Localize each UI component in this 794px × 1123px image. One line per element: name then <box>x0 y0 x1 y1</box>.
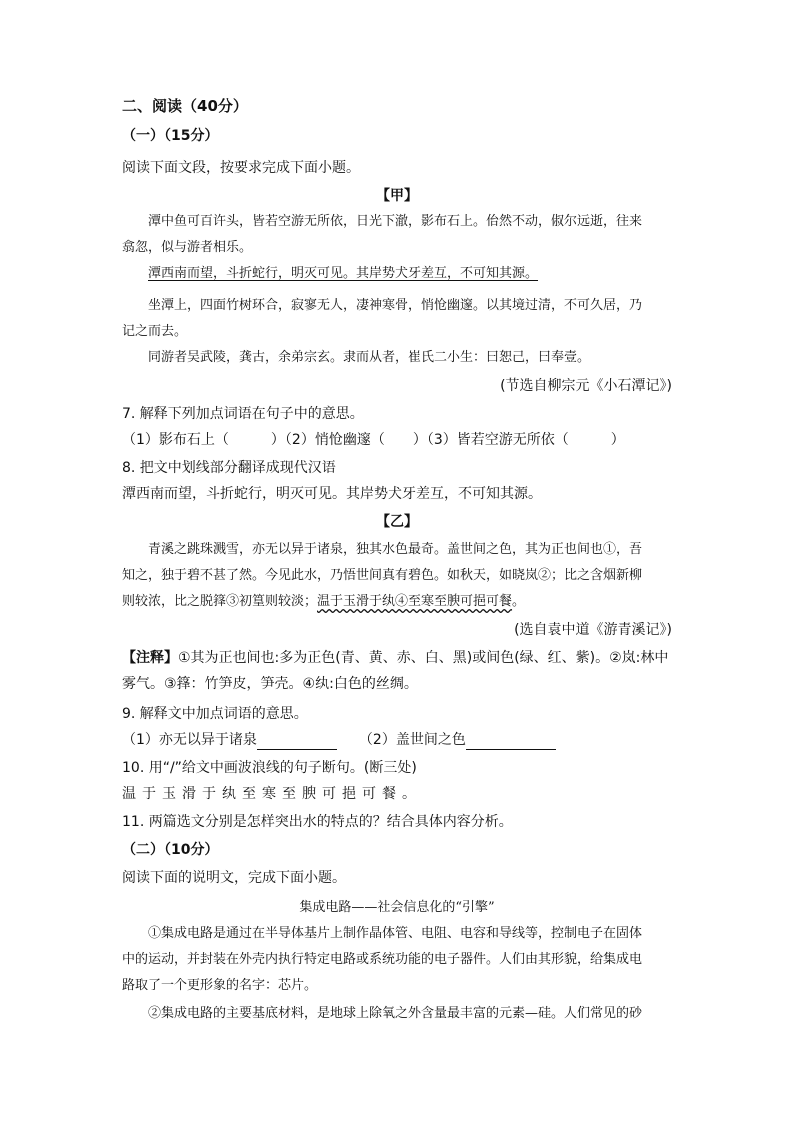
q9-item-b: （2）盖世间之色 <box>358 732 466 748</box>
q10-sentence: 温于玉滑于纨至寒至腴可挹可餐。 <box>122 786 422 802</box>
article-p2-line1: ②集成电路的主要基底材料，是地球上除氧之外含量最丰富的元素—硅。人们常见的砂 <box>148 1006 643 1021</box>
jia-heading: 【甲】 <box>376 188 418 204</box>
note-text1: ①其为正也间也:多为正色(青、黄、赤、白、黑)或间色(绿、红、紫)。②岚:林中 <box>178 650 669 666</box>
q9-title: 9. 解释文中加点词语的意思。 <box>122 706 308 722</box>
q10-title: 10. 用“/”给文中画波浪线的句子断句。(断三处) <box>122 760 417 776</box>
jia-p3-line1: 坐潭上，四面竹树环合，寂寥无人，凄神寒骨，悄怆幽邃。以其境过清，不可久居，乃 <box>148 298 643 313</box>
article-title: 集成电路——社会信息化的“引擎” <box>299 900 495 915</box>
jia-p1-line1: 潭中鱼可百许头，皆若空游无所依，日光下澈，影布石上。佁然不动，俶尔远逝，往来 <box>148 214 643 229</box>
yi-wavy-sentence: 温于玉滑于纨④至寒至腴可挹可餐 <box>317 594 513 609</box>
part1-instruction: 阅读下面文段，按要求完成下面小题。 <box>122 160 360 176</box>
yi-line1: 青溪之跳珠溅雪，亦无以异于诸泉，独其水色最奇。盖世间之色，其为正也间也①，吾 <box>148 542 643 557</box>
note-line2: 雾气。③箨：竹笋皮，笋壳。④纨:白色的丝绸。 <box>122 676 418 692</box>
yi-line2: 知之，独于碧不甚了然。今见此水，乃悟世间真有碧色。如秋天，如晓岚②；比之含烟新柳 <box>122 568 643 583</box>
article-p1-line3: 路取了一个更形象的名字：芯片。 <box>122 978 318 993</box>
q9-answer-blank-b[interactable] <box>466 735 556 750</box>
jia-p4: 同游者吴武陵，龚古，余弟宗玄。隶而从者，崔氏二小生：曰恕己，曰奉壹。 <box>148 350 591 365</box>
q9-answer-blank-a[interactable] <box>257 735 337 750</box>
yi-line3 <box>122 592 525 612</box>
part2-instruction: 阅读下面的说明文，完成下面小题。 <box>122 870 346 886</box>
article-p1-line2: 中的运动，并封装在外壳内执行特定电路或系统功能的电子器件。人们由其形貌，给集成电 <box>122 952 643 967</box>
q7-title: 7. 解释下列加点词语在句子中的意思。 <box>122 406 364 422</box>
note-label: 【注释】 <box>122 650 178 666</box>
note-line1 <box>122 648 668 668</box>
q9-item-a: （1）亦无以异于诸泉 <box>122 732 257 748</box>
q8-text: 潭西南而望，斗折蛇行，明灭可见。其岸势犬牙差互，不可知其源。 <box>122 486 542 502</box>
q8-title: 8. 把文中划线部分翻译成现代汉语 <box>122 460 336 476</box>
part2-title: （二）（10分） <box>122 842 219 858</box>
jia-p3-line2: 记之而去。 <box>122 324 188 339</box>
yi-line3-end: 。 <box>512 594 526 609</box>
q9-items <box>122 730 556 750</box>
yi-heading: 【乙】 <box>376 514 418 530</box>
q7-items: （1）影布石上（ ）（2）悄怆幽邃（ ）（3）皆若空游无所依（ ） <box>122 432 625 448</box>
part1-title: （一）（15分） <box>122 128 219 144</box>
article-p1-line1: ①集成电路是通过在半导体基片上制作晶体管、电阻、电容和导线等，控制电子在固体 <box>148 926 643 941</box>
jia-p2-underlined: 潭西南而望，斗折蛇行，明灭可见。其岸势犬牙差互，不可知其源。 <box>148 266 539 281</box>
yi-source: (选自袁中道《游青溪记》) <box>514 622 672 638</box>
yi-line3-text: 则较浓，比之脱箨③初篁则较淡； <box>122 594 318 609</box>
section-title: 二、阅读（40分） <box>122 97 248 115</box>
q11-title: 11. 两篇选文分别是怎样突出水的特点的？结合具体内容分析。 <box>122 814 513 830</box>
jia-source: (节选自柳宗元《小石潭记》) <box>500 378 672 394</box>
jia-p1-line2: 翕忽，似与游者相乐。 <box>122 240 253 255</box>
